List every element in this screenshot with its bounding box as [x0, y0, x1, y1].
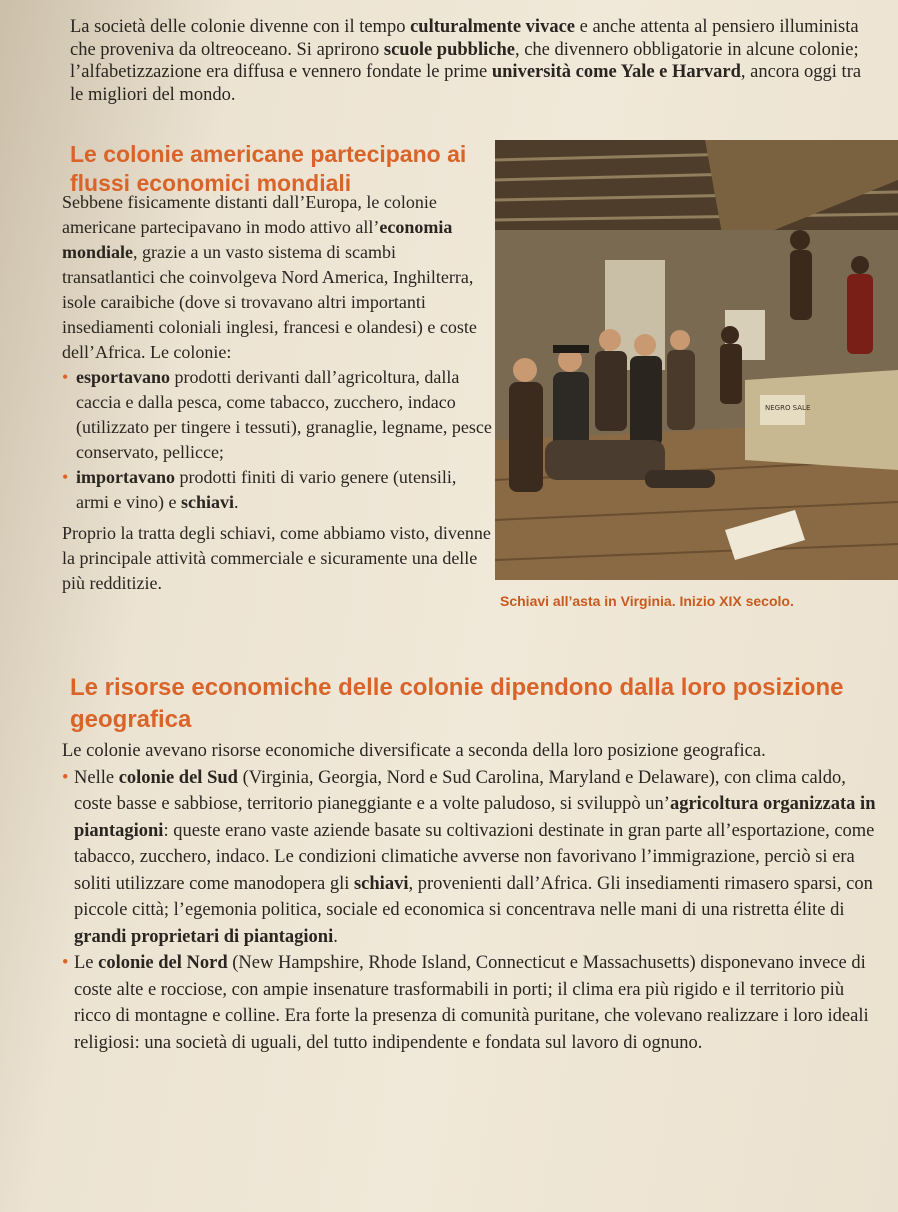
text: Le [74, 953, 99, 973]
text: . [333, 926, 338, 947]
section-heading: Le risorse economiche delle colonie dipendono dalla loro posizione geografica [70, 674, 844, 733]
list-item [62, 765, 882, 951]
section-body [62, 738, 882, 1056]
section-body [62, 190, 492, 596]
export-import-list [62, 365, 492, 515]
text: , provenienti dall’Africa. Gli insediamenti rimasero sparsi, con piccole città; l’egemonia politica, sociale ed economica si concentrava nelle mani di una ristretta élite di [74, 873, 873, 920]
paragraph: Proprio la tratta degli schiavi, come abbiamo visto, divenne la principale attività commerciale e sicuramente una delle più redditizie. [62, 523, 491, 593]
text: prodotti finiti di vario genere (utensili, armi e vino) e [76, 467, 457, 512]
intro-text: , ancora oggi tra le migliori del mondo. [70, 62, 862, 105]
text: Sebbene fisicamente distanti dall’Europa, le colonie americane partecipavano in modo attivo all’ [62, 192, 437, 237]
intro-bold: università come Yale e Harvard [491, 62, 741, 82]
paragraph [62, 190, 492, 365]
colonies-list [62, 765, 882, 1057]
bold-text: schiavi [353, 873, 409, 894]
list-item [62, 950, 882, 1056]
intro-text: , che divennero obbligatorie in alcune colonie; l’alfabetizzazione era diffusa e vennero fondate le prime [70, 39, 859, 82]
text: Nelle [74, 767, 119, 788]
section-heading: Le colonie americane partecipano ai flussi economici mondiali [70, 141, 467, 196]
text: (New Hampshire, Rhode Island, Connecticut e Massachusetts) disponevano invece di coste alte e rocciose, con ampie insenature trasformabili in porti; il clima era più rigido e il territorio più ricco di montagne e colline. Era forte la presenza di comunità puritane, che volevano realizzare i loro ideali religiosi: una società di uguali, del tutto indipendente e fondata sul lavoro di ognuno. [74, 953, 869, 1053]
bold-text: grandi proprietari di piantagioni [74, 926, 334, 947]
list-item [62, 365, 492, 465]
list-item [62, 465, 492, 515]
auction-sign: NEGRO SALE [765, 404, 811, 412]
intro-text: La società delle colonie divenne con il tempo [70, 17, 411, 37]
intro-bold: culturalmente vivace [410, 17, 575, 37]
text: : queste erano vaste aziende basate su coltivazioni destinate in gran parte all’esportazione, come tabacco, zucchero, indaco. Le condizioni climatiche avverse non favorivano l’immigrazione, perciò si era soliti utilizzare come manodopera gli [74, 820, 875, 894]
bold-text: colonie del Nord [98, 953, 228, 973]
bold-text: schiavi [180, 492, 234, 512]
text: prodotti derivanti dall’agricoltura, dalla caccia e dalla pesca, come tabacco, zucchero, indaco (utilizzato per tingere i tessuti), granaglie, legname, pesce conservato, pellicce; [76, 367, 492, 462]
intro-bold: scuole pubbliche [383, 39, 515, 60]
bold-text: esportavano [76, 367, 170, 387]
intro-paragraph [70, 16, 870, 106]
text: , grazie a un vasto sistema di scambi transatlantici che coinvolgeva Nord America, Inghilterra, isole caraibiche (dove si trovavano altri importanti insediamenti coloniali inglesi, francesi e olandesi) e coste dell’Africa. Le colonie: [62, 242, 477, 362]
bold-text: importavano [76, 467, 175, 487]
slave-auction-illustration [495, 140, 898, 580]
text: . [233, 492, 239, 512]
bold-text: economia mondiale [62, 217, 453, 262]
intro-text: e anche attenta al pensiero illuminista che proveniva da oltreoceano. Si aprirono [70, 17, 859, 60]
figure-caption: Schiavi all’asta in Virginia. Inizio XIX secolo. [500, 593, 794, 609]
text: (Virginia, Georgia, Nord e Sud Carolina, Maryland e Delaware), con clima caldo, coste basse e sabbiose, territorio pianeggiante e a volte paludoso, si sviluppò un’ [74, 767, 846, 814]
paragraph: Le colonie avevano risorse economiche diversificate a seconda della loro posizione geografica. [62, 741, 766, 761]
illustration-drawing [495, 140, 898, 580]
bold-text: colonie del Sud [118, 767, 238, 788]
bold-text: agricoltura organizzata in piantagioni [74, 794, 876, 841]
